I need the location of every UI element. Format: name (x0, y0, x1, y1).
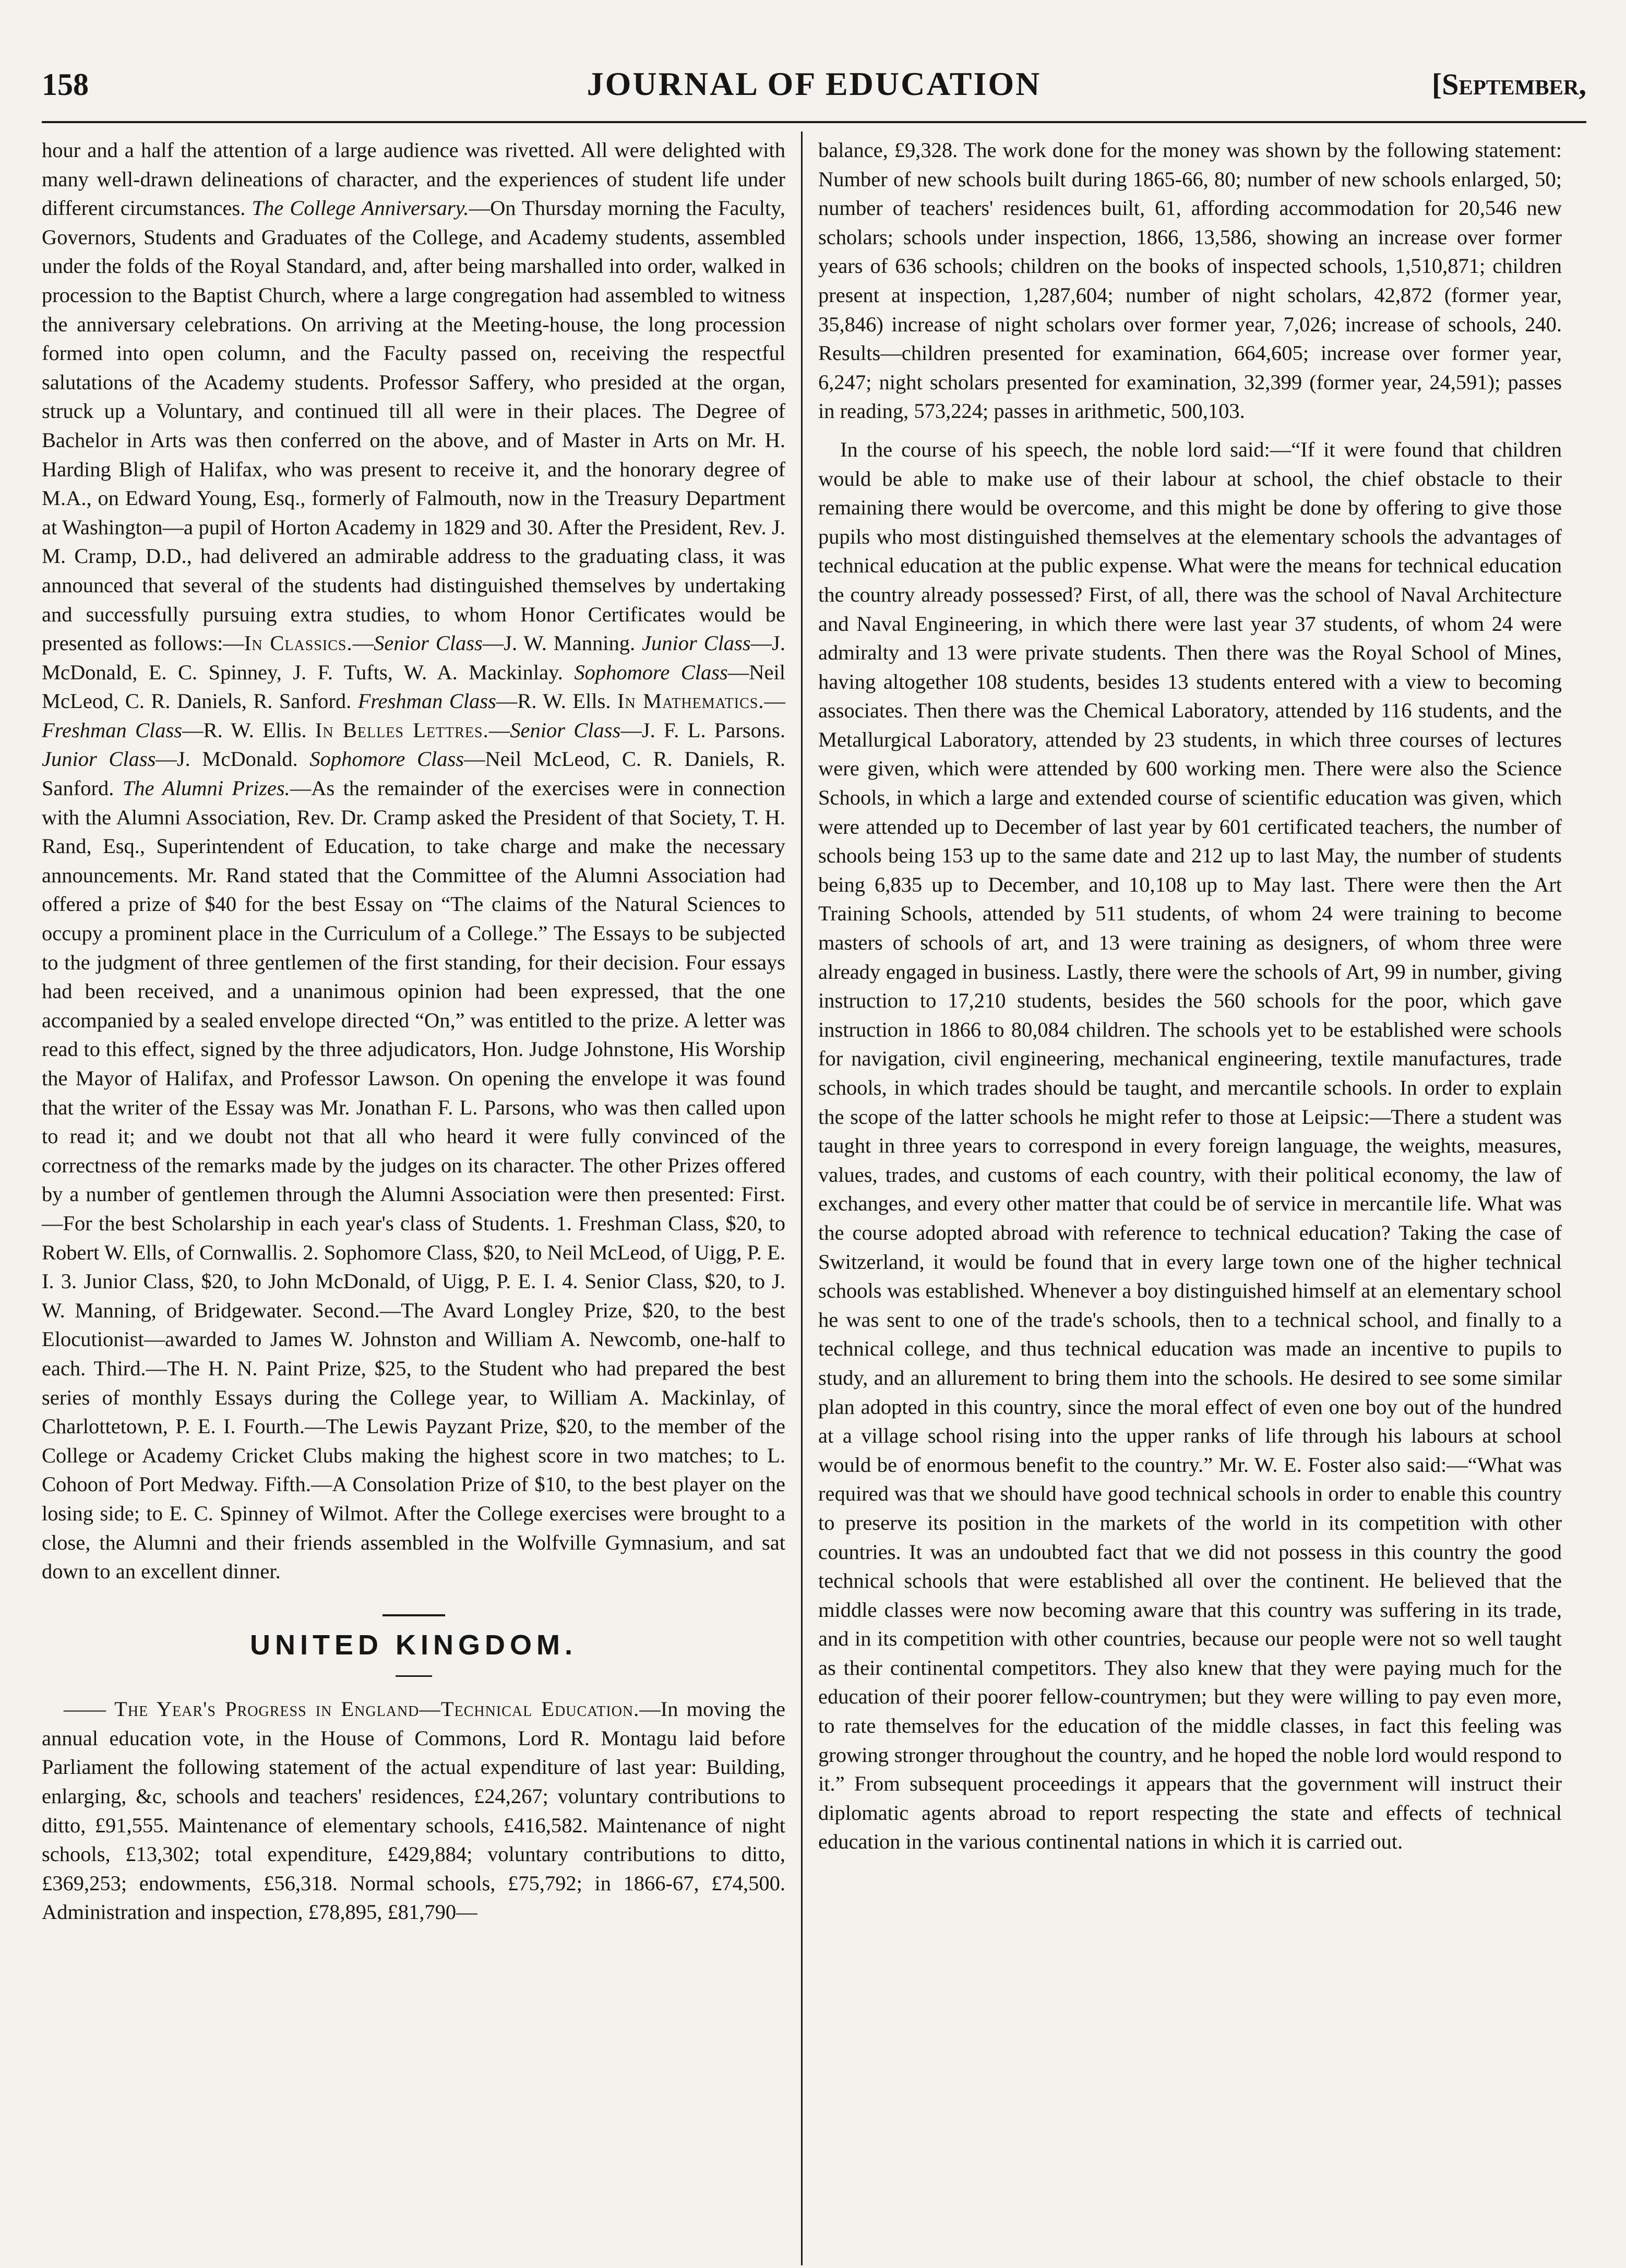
class-label: Senior Class (374, 631, 483, 655)
class-label: Sophomore Class (309, 747, 464, 771)
header-rule (42, 121, 1586, 123)
class-label: Senior Class (510, 718, 621, 742)
section-heading-rule (396, 1675, 432, 1677)
subheading-alumni-prizes: The Alumni Prizes. (122, 776, 290, 800)
college-anniversary-paragraph (42, 136, 785, 1586)
text-run: —J. McDonald. (156, 747, 310, 771)
text-run: hour and a half the attention of a large audience was rivetted. All were delighted with many well-drawn delineations of character, and the experiences of student life under different circumstances. (42, 138, 785, 220)
text-run: — (488, 718, 510, 742)
subheading-in-mathematics: In Mathematics. (617, 689, 764, 713)
text-run: —In moving the annual education vote, in the House of Commons, Lord R. Montagu laid before Parliament the following statement of the actual expenditure of last year: Building, enlarging, &c, schools and teachers' residences, £24,267; voluntary contributions to ditto, £91,555. Maintenance of elementary schools, £416,582. Maintenance of night schools, £13,302; total expenditure, £429,884; voluntary contributions to ditto, £369,253; endowments, £56,318. Normal schools, £75,792; in 1866-67, £74,500. Administration and inspection, £78,895, £81,790— (42, 1697, 785, 1924)
subheading-years-progress: The Year's Progress in England—Technical Education. (114, 1697, 640, 1721)
class-label: Freshman Class (42, 718, 183, 742)
journal-title: JOURNAL OF EDUCATION (587, 65, 1042, 102)
text-run: —— (64, 1697, 115, 1721)
page-header (42, 62, 1586, 114)
section-heading-united-kingdom: UNITED KINGDOM. (250, 1629, 577, 1661)
speech-paragraph: In the course of his speech, the noble lord said:—“If it were found that children would be able to make use of their labour at school, the chief obstacle to their remaining there would be overcome, and this might be done by offering to give those pupils who most distinguished themselves at the elementary schools the advantages of technical education at the public expense. What were the means for technical education the country already possessed? First, of all, there was the school of Naval Architecture and Naval Engineering, in which there were last year 37 students, of whom 24 were admiralty and 13 were private students. Then there was the Royal School of Mines, having altogether 108 students, besides 13 students entered with a view to becoming associates. Then there was the Chemical Laboratory, attended by 116 students, and the Metallurgical Laboratory, attended by 23 students, in which three courses of lectures were given, which were attended by 600 working men. There were also the Science Schools, in which a large and extended course of scientific education was given, which were attended up to December of last year by 601 certificated teachers, the number of schools being 153 up to the same date and 212 up to last May, the number of students being 6,835 up to December, and 10,108 up to May last. There were then the Art Training Schools, attended by 511 students, of whom 24 were training to become masters of schools of art, and 13 were training as designers, of whom three were already engaged in business. Lastly, there were the schools of Art, 99 in number, giving instruction to 17,210 students, besides the 560 schools for the poor, which gave instruction in 1866 to 80,084 children. The schools yet to be established were schools for navigation, civil engineering, mechanical engineering, textile manufactures, trade schools, in which trades should be taught, and mercantile schools. In order to explain the scope of the latter schools he might refer to those at Leipsic:—There a student was taught in three years to correspond in every foreign language, the weights, measures, values, trades, and customs of each country, with their political economy, the law of exchanges, and every other matter that could be of service in mercantile life. What was the course adopted abroad with reference to technical education? Taking the case of Switzerland, it would be found that in every large town one of the higher technical schools was established. Whenever a boy distinguished himself at an elementary school he was sent to one of the trade's schools, then to a technical school, and finally to a technical college, and thus technical education was made an incentive to pupils to study, and an allurement to bring them into the schools. He desired to see some similar plan adopted in this country, since the moral effect of even one boy out of the hundred at a village school rising into the upper ranks of life through his labours at school would be of enormous benefit to the country.” Mr. W. E. Foster also said:—“What was required was that we should have good technical schools in order to enable this country to preserve its position in the markets of the world in its competition with other countries. It was an undoubted fact that we did not possess in this country the good technical schools that were established all over the continent. He believed that the middle classes were now becoming aware that this country was suffering in its trade, and in its competition with other countries, because our people were not so well taught as their continental competitors. They also knew that they were paying much for the education of their poorer fellow-countrymen; but they were willing to pay even more, to rate themselves for the education of the middle classes, in fact this feeling was growing stronger throughout the country, and he hoped the noble lord would respond to it.” From subsequent proceedings it appears that the government will instruct their diplomatic agents abroad to report respecting the state and effects of technical education in the various continental nations in which it is carried out. (818, 437, 1562, 1854)
expenditure-statistics-paragraph: balance, £9,328. The work done for the money was shown by the following statement: Number of new schools built during 1865-66, 80; number of new schools enlarged, 50; number of teachers' residences built, 61, affording accommodation for 20,546 new scholars; schools under inspection, 1866, 13,586, showing an increase over former years of 636 schools; children on the books of inspected schools, 1,510,871; children present at inspection, 1,287,604; number of night scholars, 42,872 (former year, 35,846) increase of night scholars over former year, 7,026; increase of schools, 240. Results—children presented for examination, 664,605; increase over former year, 6,247; night scholars presented for examination, 32,399 (former year, 24,591); passes in reading, 573,224; passes in arithmetic, 500,103. (818, 138, 1562, 423)
text-run: —J. F. L. Parsons. (620, 718, 786, 742)
text-run: —R. W. Ellis. (182, 718, 315, 742)
right-column (818, 136, 1562, 1856)
text-run: —J. McDonald, E. C. Spinney, J. F. Tufts, W. A. Mackinlay. (42, 631, 786, 684)
class-label: Freshman Class (357, 689, 496, 713)
text-run: —Neil McLeod, C. R. Daniels, R. Sanford. (42, 747, 785, 800)
section-separator (382, 1614, 445, 1616)
left-column (42, 136, 785, 1927)
page-number: 158 (42, 67, 89, 102)
subheading-in-classics: In Classics. (244, 631, 353, 655)
issue-month: [September, (1431, 67, 1586, 101)
subheading-college-anniversary: The College Anniversary. (252, 196, 469, 220)
subheading-in-belles-lettres: In Belles Lettres. (315, 718, 489, 742)
column-divider (801, 131, 803, 2265)
text-run: — (764, 689, 786, 713)
class-label: Junior Class (641, 631, 751, 655)
class-label: Sophomore Class (574, 660, 728, 684)
class-label: Junior Class (42, 747, 156, 771)
text-run: —R. W. Ells. (496, 689, 617, 713)
technical-education-paragraph (42, 1695, 785, 1927)
text-run: —J. W. Manning. (482, 631, 642, 655)
text-run: —On Thursday morning the Faculty, Governors, Students and Graduates of the College, and Academy students, assembled under the folds of the Royal Standard, and, after being marshalled into order, walked in procession to the Baptist Church, where a large congregation had assembled to witness the anniversary celebrations. On arriving at the Meeting-house, the long procession formed into open column, and the Faculty passed on, receiving the respectful salutations of the Academy students. Professor Saffery, who presided at the organ, struck up a Voluntary, and continued till all were in their places. The Degree of Bachelor in Arts was then conferred on the above, and of Master in Arts on Mr. H. Harding Bligh of Halifax, who was present to receive it, and the honorary degree of M.A., on Edward Young, Esq., formerly of Falmouth, now in the Treasury Department at Washington—a pupil of Horton Academy in 1829 and 30. After the President, Rev. J. M. Cramp, D.D., had delivered an admirable address to the graduating class, it was announced that several of the students had distinguished themselves by undertaking and successfully pursuing extra studies, to whom Honor Certificates would be presented as follows:— (42, 196, 785, 655)
text-run: —Neil McLeod, C. R. Daniels, R. Sanford. (42, 660, 785, 713)
text-run: — (352, 631, 374, 655)
text-run: —As the remainder of the exercises were in connection with the Alumni Association, Rev. Dr. Cramp asked the President of that Society, T. H. Rand, Esq., Superintendent of Education, to take charge and make the necessary announcements. Mr. Rand stated that the Committee of the Alumni Association had offered a prize of $40 for the best Essay on “The claims of the Natural Sciences to occupy a prominent place in the Curriculum of a College.” The Essays to be subjected to the judgment of three gentlemen of the first standing, for their decision. Four essays had been received, and a unanimous opinion had been expressed, that the one accompanied by a sealed envelope directed “On,” was entitled to the prize. A letter was read to this effect, signed by the three adjudicators, Hon. Judge Johnstone, His Worship the Mayor of Halifax, and Professor Lawson. On opening the envelope it was found that the writer of the Essay was Mr. Jonathan F. L. Parsons, who was then called upon to read it; and we doubt not that all who heard it were fully convinced of the correctness of the remarks made by the judges on its character. The other Prizes offered by a number of gentlemen through the Alumni Association were then presented: First.—For the best Scholarship in each year's class of Students. 1. Freshman Class, $20, to Robert W. Ells, of Cornwallis. 2. Sophomore Class, $20, to Neil McLeod, of Uigg, P. E. I. 3. Junior Class, $20, to John McDonald, of Uigg, P. E. I. 4. Senior Class, $20, to J. W. Manning, of Bridgewater. Second.—The Avard Longley Prize, $20, to the best Elocutionist—awarded to James W. Johnston and William A. Newcomb, one-half to each. Third.—The H. N. Paint Prize, $25, to the Student who had prepared the best series of monthly Essays during the College year, to William A. Mackinlay, of Charlottetown, P. E. I. Fourth.—The Lewis Payzant Prize, $20, to the member of the College or Academy Cricket Clubs making the highest score in two matches; to L. Cohoon of Port Medway. Fifth.—A Consolation Prize of $10, to the best player on the losing side; to E. C. Spinney of Wilmot. After the College exercises were brought to a close, the Alumni and their friends assembled in the Wolfville Gymnasium, and sat down to an excellent dinner. (42, 776, 785, 1583)
